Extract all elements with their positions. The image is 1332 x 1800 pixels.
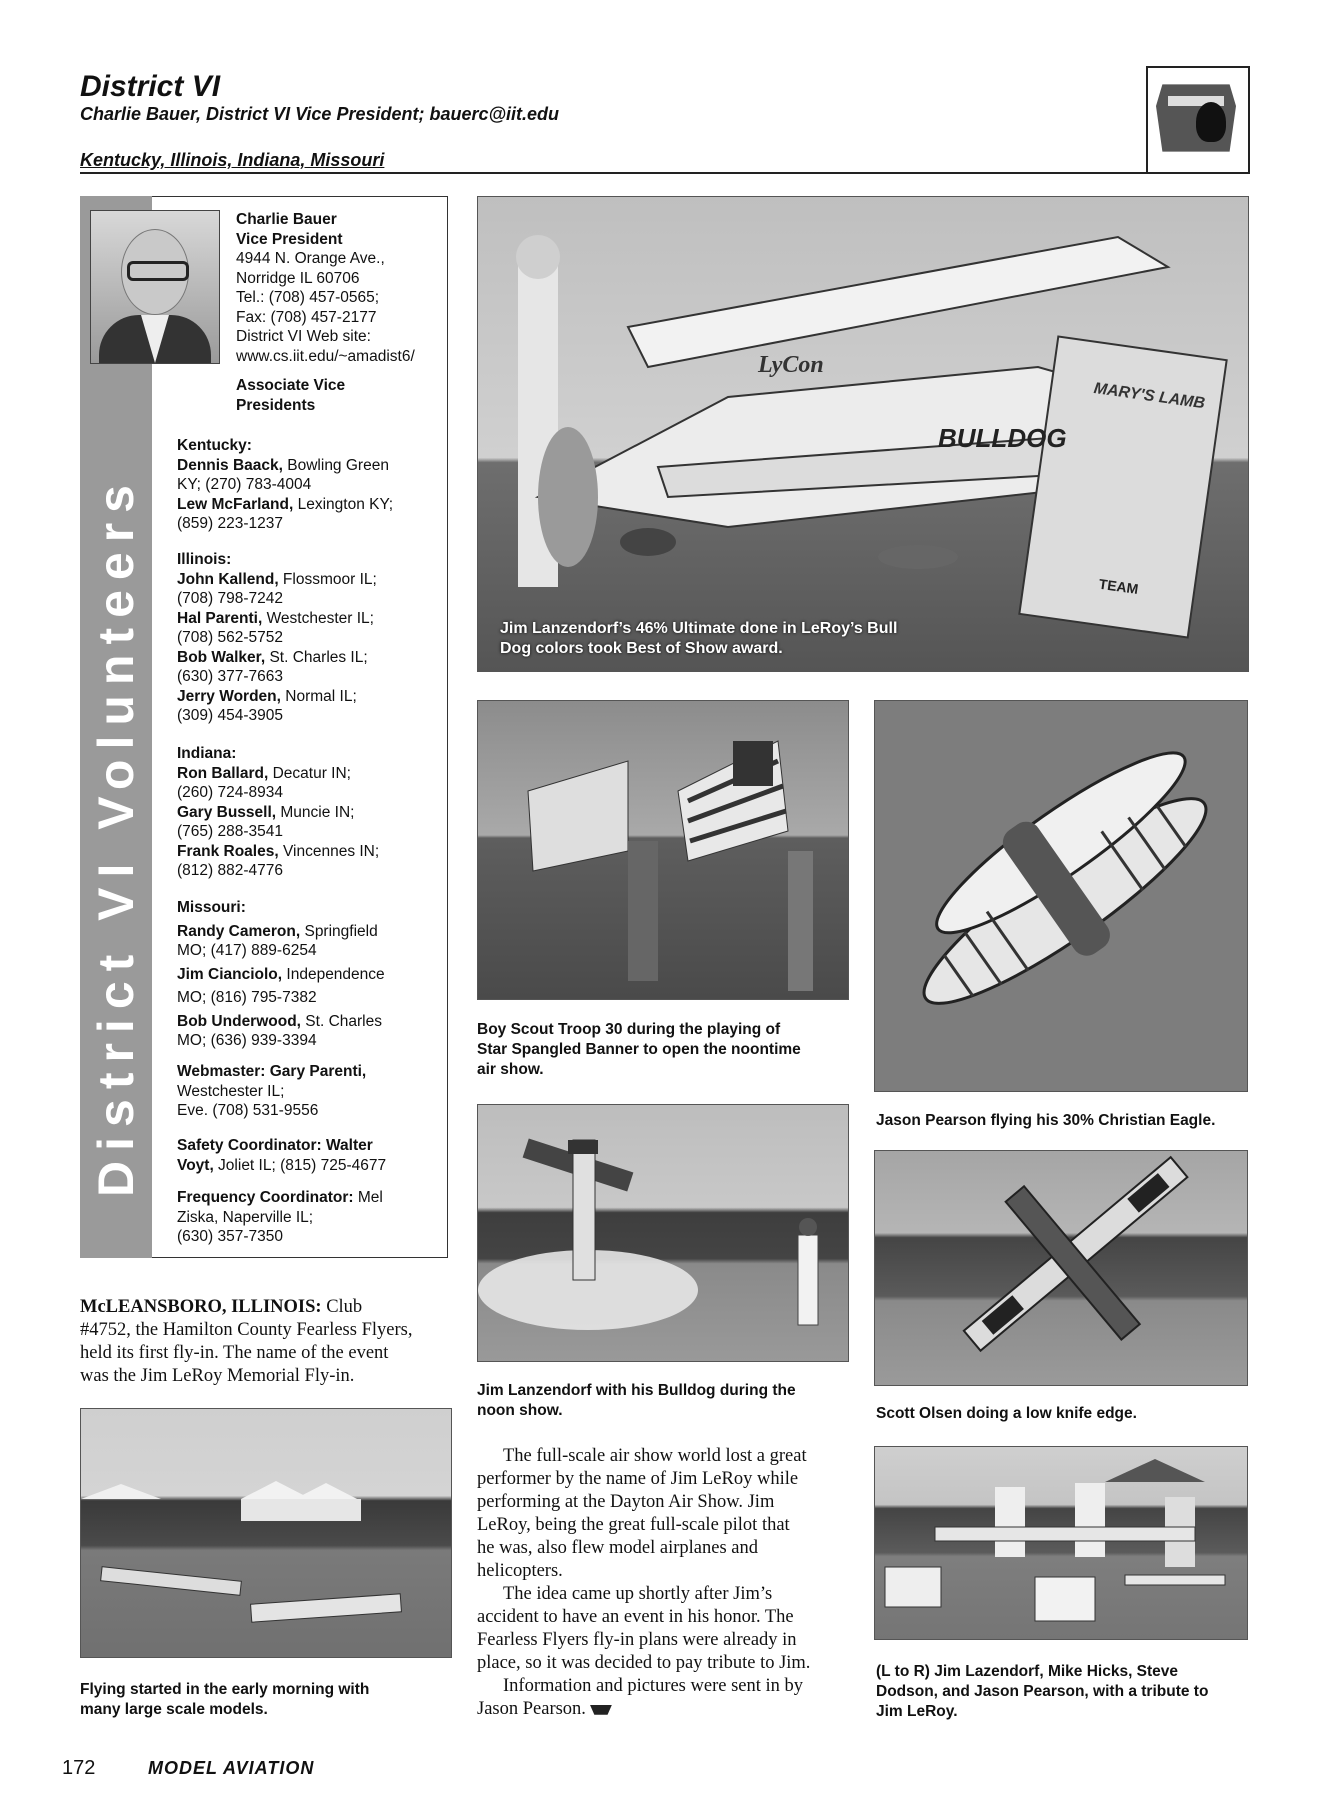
scouts-caption: Boy Scout Troop 30 during the playing of Star Spangled Banner to open the noontime air show. [477, 1021, 801, 1078]
missouri-section: Missouri: Randy Cameron, Springfield MO; (417) 889-6254 Jim Cianciolo, Independence MO; (816) 795-7382 Bob Underwood, St. Charles MO; (636) 939-3394 [177, 899, 385, 1049]
noon-show-photo [477, 1104, 849, 1362]
safety-section: Safety Coordinator: Walter Voyt, Joliet IL; (815) 725-4677 [177, 1137, 387, 1174]
vp-contact: Charlie Bauer Vice President 4944 N. Orange Ave., Norridge IL 60706 Tel.: (708) 457-0565; Fax: (708) 457-2177 District VI Web site: www.cs.iit.edu/~amadist6/ Associate Vice Presidents [236, 210, 516, 415]
noon-show-caption: Jim Lanzendorf with his Bulldog during the noon show. [477, 1382, 796, 1419]
scouts-photo [477, 700, 849, 1000]
page-subtitle: Charlie Bauer, District VI Vice President; bauerc@iit.edu [80, 104, 560, 124]
bulldog-caption: Jim Lanzendorf’s 46% Ultimate done in LeRoy’s Bull Dog colors took Best of Show award. [500, 620, 898, 657]
webmaster-section: Webmaster: Gary Parenti, Westchester IL; Eve. (708) 531-9556 [177, 1063, 367, 1119]
magazine-name: MODEL AVIATION [148, 1758, 315, 1778]
knife-edge-caption: Scott Olsen doing a low knife edge. [876, 1405, 1137, 1422]
plane-name-text: BULLDOG [938, 423, 1067, 453]
page-title: District VI [80, 70, 221, 103]
eagle-caption: Jason Pearson flying his 30% Christian Eagle. [876, 1112, 1216, 1129]
plane-brand-text: LyCon [758, 352, 824, 378]
header-rule [80, 172, 1248, 174]
eagle-photo [874, 700, 1248, 1092]
frequency-section: Frequency Coordinator: Mel Ziska, Naperville IL; (630) 357-7350 [177, 1189, 383, 1245]
early-morning-photo [80, 1408, 452, 1658]
kentucky-section: Kentucky: Dennis Baack, Bowling Green KY; (270) 783-4004 Lew McFarland, Lexington KY; (859) 223-1237 [177, 437, 394, 532]
poster-title-text: MARY'S LAMB [1092, 379, 1206, 413]
volunteers-band-label: District VI Volunteers [88, 475, 144, 1197]
bulldog-photo [477, 196, 1249, 672]
poster-badge-text: TEAM [1097, 575, 1140, 598]
vp-web-link[interactable]: www.cs.iit.edu/~amadist6/ [236, 347, 415, 365]
vp-portrait [90, 210, 220, 364]
early-morning-caption: Flying started in the early morning with many large scale models. [80, 1681, 370, 1718]
knife-edge-photo [874, 1150, 1248, 1386]
page-number: 172 [62, 1757, 96, 1779]
article-body: The full-scale air show world lost a great performer by the name of Jim LeRoy while performing at the Dayton Air Show. Jim LeRoy, being the great full-scale pilot that he was, also flew model airplanes and helicopters. The idea came up shortly after Jim’s accident to have an event in his honor. The Fearless Flyers fly-in plans were already in place, so it was decided to pay tribute to Jim. Information and pictures were sent in by Jason Pearson. [477, 1446, 811, 1719]
district-logo [1146, 66, 1250, 174]
indiana-section: Indiana: Ron Ballard, Decatur IN; (260) 724-8934 Gary Bussell, Muncie IN; (765) 288-3541 Frank Roales, Vincennes IN; (812) 882-4776 [177, 745, 380, 879]
ama-end-icon [590, 1705, 612, 1715]
states-heading: Kentucky, Illinois, Indiana, Missouri [80, 150, 385, 170]
group-photo [874, 1446, 1248, 1640]
illinois-section: Illinois: John Kallend, Flossmoor IL; (708) 798-7242 Hal Parenti, Westchester IL; (708) 562-5752 Bob Walker, St. Charles IL; (630) 377-7663 Jerry Worden, Normal IL; (309) 454-3905 [177, 551, 377, 724]
group-caption: (L to R) Jim Lazendorf, Mike Hicks, Steve Dodson, and Jason Pearson, with a tribute to Jim LeRoy. [876, 1663, 1209, 1720]
district-map-icon [1156, 78, 1236, 158]
lead-paragraph: McLEANSBORO, ILLINOIS: Club #4752, the Hamilton County Fearless Flyers, held its first fly-in. The name of the event was the Jim LeRoy Memorial Fly-in. [80, 1297, 413, 1386]
